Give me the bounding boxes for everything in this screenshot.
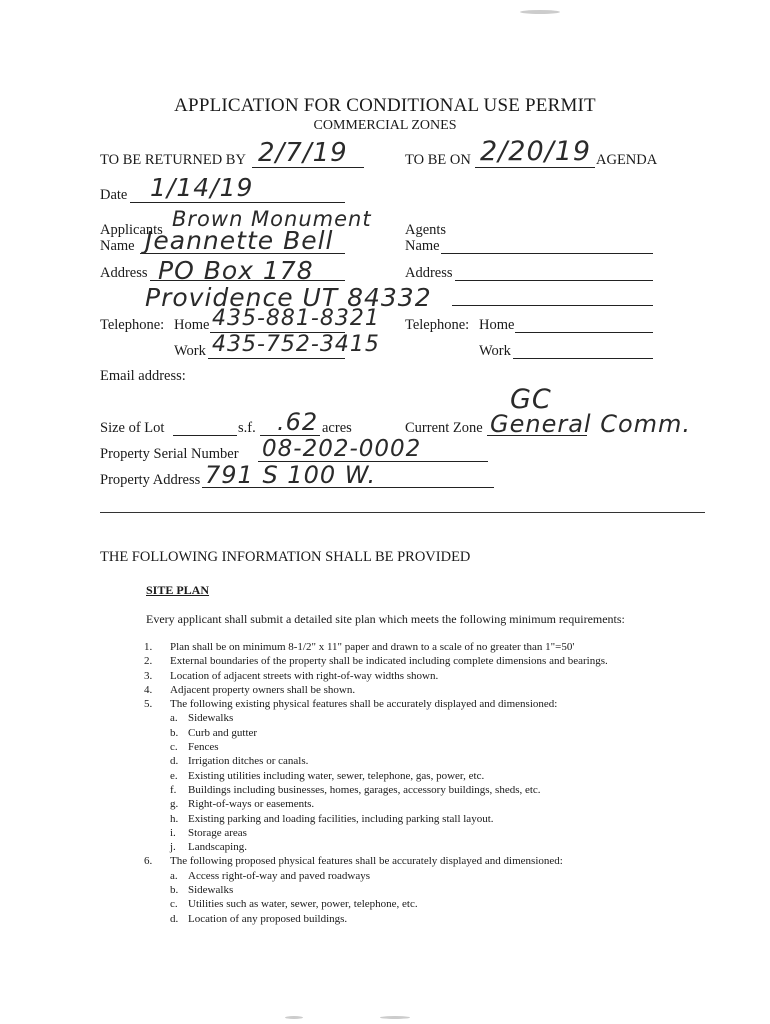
agents-name-line bbox=[441, 253, 653, 254]
home-phone-value[interactable]: 435-881-8321 bbox=[212, 306, 380, 331]
agents-label: Agents bbox=[405, 222, 447, 238]
address-line1-value[interactable]: PO Box 178 bbox=[158, 256, 314, 285]
page-title: APPLICATION FOR CONDITIONAL USE PERMIT bbox=[174, 95, 596, 116]
size-of-lot-line bbox=[173, 435, 237, 436]
current-zone-code[interactable]: GC bbox=[510, 384, 552, 415]
current-zone-label: Current Zone bbox=[405, 420, 483, 436]
current-zone-value[interactable]: General Comm. bbox=[490, 410, 692, 438]
telephone-label: Telephone: bbox=[100, 317, 165, 333]
home-label: Home bbox=[174, 317, 210, 333]
agents-home-label: Home bbox=[479, 317, 515, 333]
agents-telephone-label: Telephone: bbox=[405, 317, 470, 333]
applicant-name-value[interactable]: Jeannette Bell bbox=[145, 226, 334, 255]
email-label: Email address: bbox=[100, 368, 186, 384]
to-be-on-label: TO BE ON bbox=[405, 152, 471, 168]
prop-address-value[interactable]: 791 S 100 W. bbox=[205, 461, 377, 489]
agents-work-line bbox=[513, 358, 653, 359]
agents-address-line-2 bbox=[452, 305, 653, 306]
serial-label: Property Serial Number bbox=[100, 446, 239, 462]
address-label: Address bbox=[100, 265, 148, 281]
page-subtitle: COMMERCIAL ZONES bbox=[313, 118, 457, 133]
work-phone-value[interactable]: 435-752-3415 bbox=[212, 332, 380, 357]
acres-value[interactable]: .62 bbox=[277, 408, 319, 436]
date-value[interactable]: 1/14/19 bbox=[150, 173, 254, 202]
scan-speck bbox=[520, 10, 560, 14]
site-plan-intro: Every applicant shall submit a detailed site plan which meets the following minimum requirements: bbox=[146, 612, 625, 626]
sf-label: s.f. bbox=[238, 420, 256, 436]
agents-name-label: Name bbox=[405, 238, 440, 254]
to-be-on-value[interactable]: 2/20/19 bbox=[480, 136, 592, 167]
applicant-name-label: Name bbox=[100, 238, 135, 254]
section-divider bbox=[100, 512, 705, 513]
applicant-label: Applicants bbox=[100, 222, 163, 238]
to-be-on-line bbox=[475, 167, 595, 168]
address-line2-value[interactable]: Providence UT 84332 bbox=[145, 283, 432, 312]
scan-speck bbox=[380, 1016, 410, 1019]
agents-work-label: Work bbox=[479, 343, 511, 359]
agenda-label: AGENDA bbox=[596, 152, 658, 168]
work-label: Work bbox=[174, 343, 206, 359]
returned-by-label: TO BE RETURNED BY bbox=[100, 152, 246, 168]
agents-address-line bbox=[455, 280, 653, 281]
date-line bbox=[130, 202, 345, 203]
returned-by-value[interactable]: 2/7/19 bbox=[258, 138, 348, 168]
serial-value[interactable]: 08-202-0002 bbox=[262, 436, 422, 462]
agents-address-label: Address bbox=[405, 265, 453, 281]
agents-home-line bbox=[515, 332, 653, 333]
applicant-company-value[interactable]: Brown Monument bbox=[172, 207, 372, 231]
size-of-lot-label: Size of Lot bbox=[100, 420, 165, 436]
site-plan-heading: SITE PLAN bbox=[146, 583, 210, 597]
acres-label: acres bbox=[322, 420, 352, 436]
prop-address-label: Property Address bbox=[100, 472, 201, 488]
work-phone-line bbox=[208, 358, 345, 359]
date-label: Date bbox=[100, 187, 128, 203]
scan-speck bbox=[285, 1016, 303, 1019]
info-section-title: THE FOLLOWING INFORMATION SHALL BE PROVIDED bbox=[100, 549, 471, 565]
